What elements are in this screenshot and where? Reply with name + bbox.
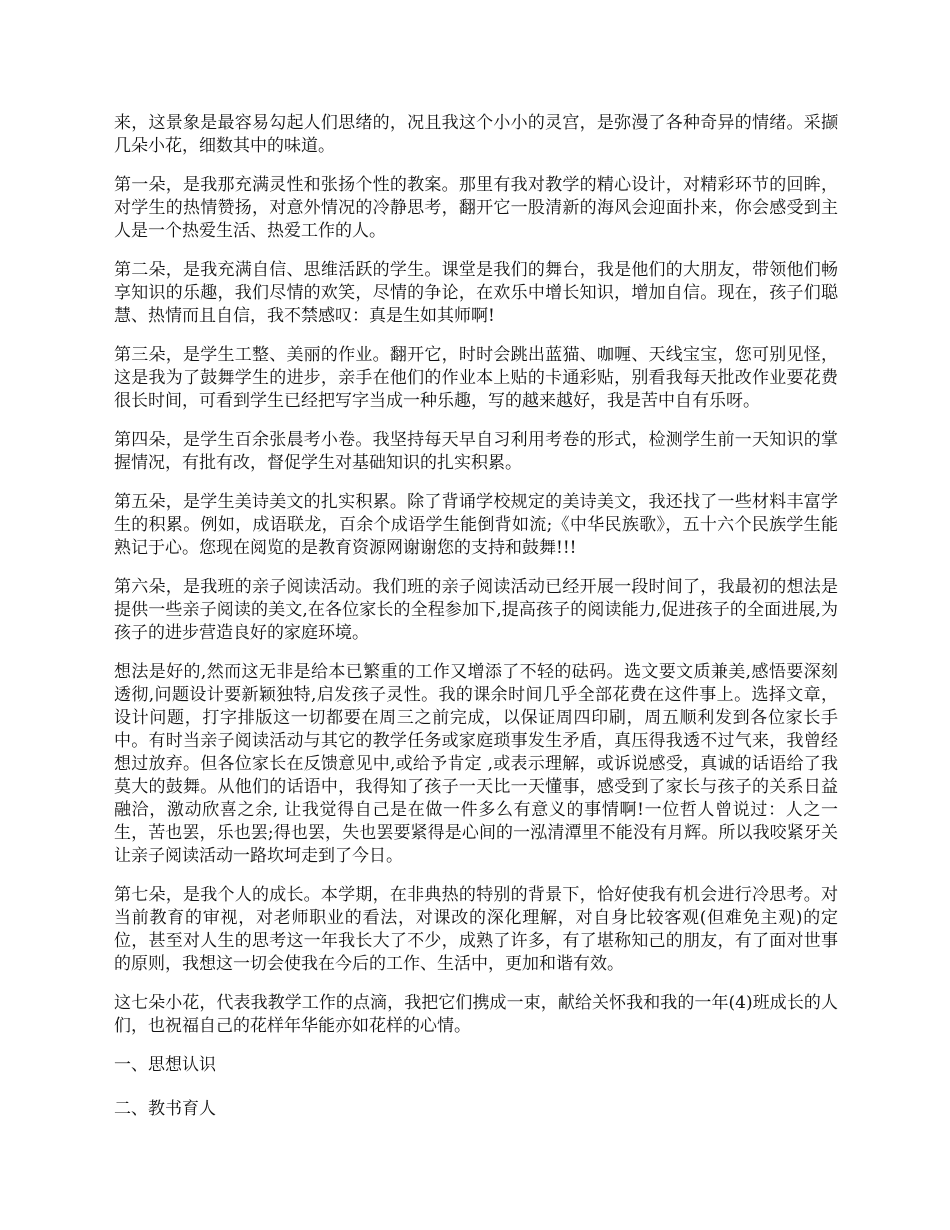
paragraph-seventh-flower: 第七朵，是我个人的成长。本学期，在非典热的特别的背景下，恰好使我有机会进行冷思考。对当前教育的审视，对老师职业的看法，对课改的深化理解，对自身比较客观(但难免主观)的定位，甚至对人生的思考这一年我长大了不少，成熟了许多，有了堪称知己的朋友，有了面对世事的原则，我想这一切会使我在今后的工作、生活中，更加和谐有效。 (114, 885, 838, 974)
paragraph-conclusion: 这七朵小花，代表我教学工作的点滴，我把它们携成一束，献给关怀我和我的一年(4)班成长的人们，也祝福自己的花样年华能亦如花样的心情。 (114, 993, 838, 1036)
paragraph-reading-activity: 想法是好的,然而这无非是给本已繁重的工作又增添了不轻的砝码。选文要文质兼美,感悟要深刻透彻,问题设计要新颖独特,启发孩子灵性。我的课余时间几乎全部花费在这件事上。选择文章，设计问题，打字排版这一切都要在周三之前完成，以保证周四印刷，周五顺利发到各位家长手中。有时当亲子阅读活动与其它的教学任务或家庭琐事发生矛盾，真压得我透不过气来，我曾经想过放弃。但各位家长在反馈意见中,或给予肯定 ,或表示理解，或诉说感受，真诚的话语给了我莫大的鼓舞。从他们的话语中，我得知了孩子一天比一天懂事，感受到了家长与孩子的关系日益融洽，激动欣喜之余, 让我觉得自己是在做一件多么有意义的事情啊!一位哲人曾说过：人之一生，苦也罢，乐也罢;得也罢，失也罢要紧得是心间的一泓清潭里不能没有月辉。所以我咬紧牙关让亲子阅读活动一路坎坷走到了今日。 (114, 662, 838, 866)
paragraph-intro: 来，这景象是最容易勾起人们思绪的，况且我这个小小的灵宫，是弥漫了各种奇异的情绪。采撷几朵小花，细数其中的味道。 (114, 113, 838, 156)
paragraph-sixth-flower: 第六朵，是我班的亲子阅读活动。我们班的亲子阅读活动已经开展一段时间了，我最初的想法是提供一些亲子阅读的美文,在各位家长的全程参加下,提高孩子的阅读能力,促进孩子的全面进展,为孩子的进步营造良好的家庭环境。 (114, 577, 838, 643)
paragraph-fourth-flower: 第四朵，是学生百余张晨考小卷。我坚持每天早自习利用考卷的形式，检测学生前一天知识的掌握情况，有批有改，督促学生对基础知识的扎实积累。 (114, 430, 838, 473)
document-page (114, 112, 838, 1142)
paragraph-first-flower: 第一朵，是我那充满灵性和张扬个性的教案。那里有我对教学的精心设计，对精彩环节的回眸，对学生的热情赞扬，对意外情况的冷静思考，翻开它一股清新的海风会迎面扑来，你会感受到主人是一个热爱生活、热爱工作的人。 (114, 175, 838, 241)
section-heading-thought: 一、思想认识 (114, 1055, 216, 1075)
paragraph-fifth-flower: 第五朵，是学生美诗美文的扎实积累。除了背诵学校规定的美诗美文，我还找了一些材料丰富学生的积累。例如，成语联龙，百余个成语学生能倒背如流;《中华民族歌》，五十六个民族学生能熟记于心。您现在阅览的是教育资源网谢谢您的支持和鼓舞!!! (114, 492, 838, 558)
paragraph-second-flower: 第二朵，是我充满自信、思维活跃的学生。课堂是我们的舞台，我是他们的大朋友，带领他们畅享知识的乐趣，我们尽情的欢笑，尽情的争论，在欢乐中增长知识，增加自信。现在，孩子们聪慧、热情而且自信，我不禁感叹：真是生如其师啊! (114, 260, 838, 326)
paragraph-third-flower: 第三朵，是学生工整、美丽的作业。翻开它，时时会跳出蓝猫、咖喱、天线宝宝，您可别见怪，这是我为了鼓舞学生的进步，亲手在他们的作业本上贴的卡通彩贴，别看我每天批改作业要花费很长时间，可看到学生已经把写字当成一种乐趣，写的越来越好，我是苦中自有乐呀。 (114, 345, 838, 411)
section-heading-teaching: 二、教书育人 (114, 1099, 216, 1119)
